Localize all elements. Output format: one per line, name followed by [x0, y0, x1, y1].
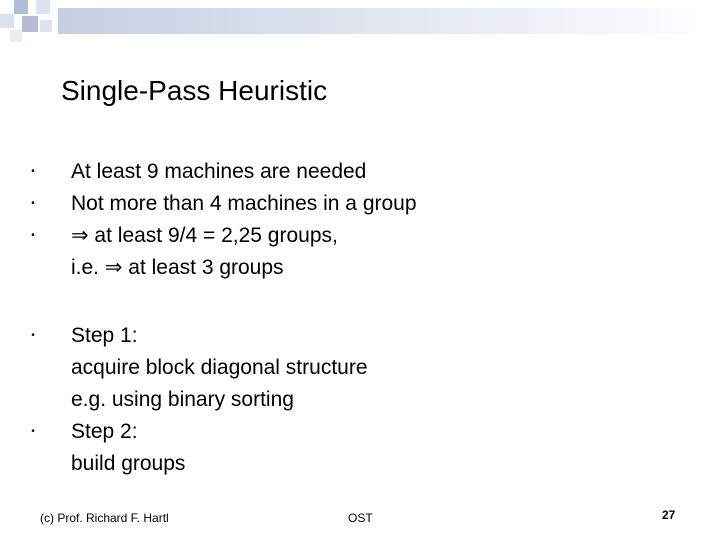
decor-square-4	[22, 16, 38, 32]
bullet-item	[71, 320, 368, 416]
bullet-text-continuation: acquire block diagonal structure	[71, 356, 368, 379]
decor-square-1	[14, 0, 28, 14]
bullet-item	[71, 220, 338, 284]
bullet-text: Step 1:	[71, 324, 138, 347]
bullet-marker: •	[31, 230, 35, 241]
header-gradient-bar	[58, 8, 720, 34]
bullet-text-continuation: i.e. ⇒ at least 3 groups	[71, 256, 284, 279]
bullet-text: Step 2:	[71, 420, 138, 443]
bullet-text: ⇒ at least 9/4 = 2,25 groups,	[71, 224, 338, 247]
bullet-marker: •	[31, 330, 35, 341]
bullet-marker: •	[31, 426, 35, 437]
decor-square-5	[40, 20, 52, 32]
page-number: 27	[662, 508, 676, 522]
bullet-text-continuation: build groups	[71, 452, 186, 475]
bullet-text: At least 9 machines are needed	[71, 160, 367, 183]
footer-course: OST	[348, 511, 373, 525]
header-decoration	[0, 0, 720, 48]
slide-title: Single-Pass Heuristic	[61, 75, 328, 106]
bullet-marker: •	[31, 198, 35, 209]
decor-square-3	[0, 14, 14, 28]
bullet-marker: •	[31, 166, 35, 177]
bullet-item	[71, 156, 366, 188]
bullet-item	[71, 416, 185, 480]
bullet-text-continuation: e.g. using binary sorting	[71, 388, 294, 411]
bullet-item	[71, 188, 417, 220]
bullet-text: Not more than 4 machines in a group	[71, 192, 417, 215]
decor-square-6	[10, 30, 22, 42]
footer-copyright: (c) Prof. Richard F. Hartl	[40, 511, 169, 525]
decor-square-2	[36, 0, 50, 14]
